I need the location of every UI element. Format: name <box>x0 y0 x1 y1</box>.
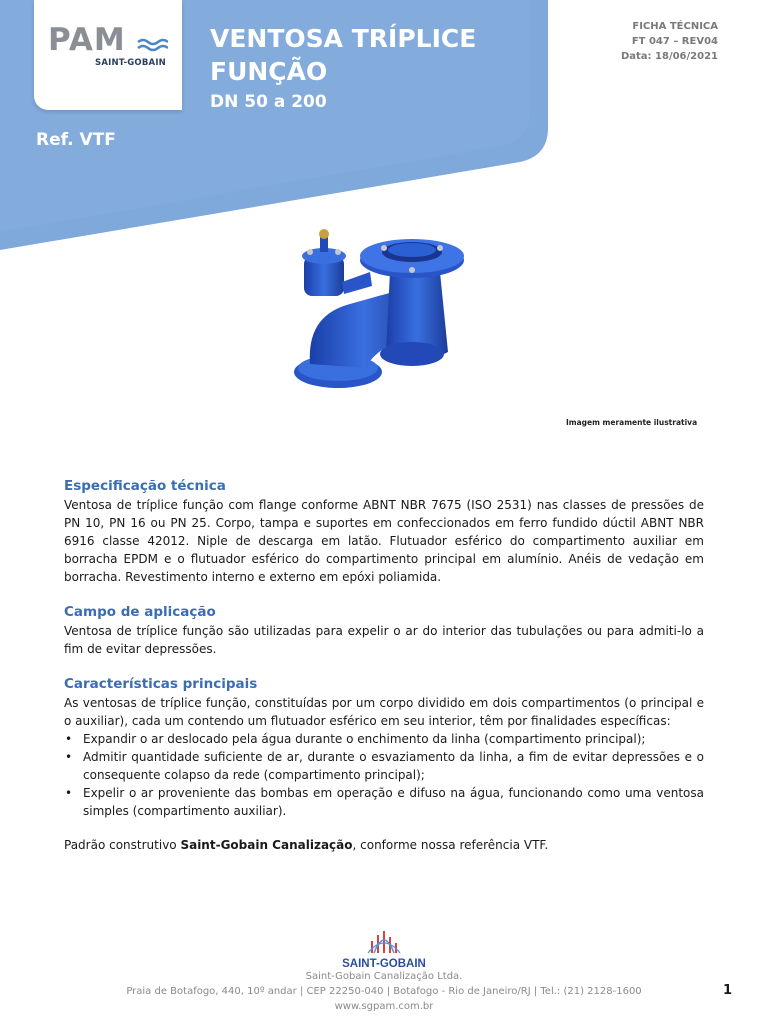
logo-subtitle: SAINT-GOBAIN <box>95 58 166 68</box>
section-text-application: Ventosa de tríplice função são utilizadas para expelir o ar do interior das tubulações ou para admiti-lo a fim de evitar depressões. <box>64 624 704 656</box>
svg-text:PAM: PAM <box>48 22 126 56</box>
doc-date: Data: 18/06/2021 <box>620 51 718 62</box>
doc-code: FT 047 – REV04 <box>631 36 718 47</box>
section-application <box>64 602 704 658</box>
section-text-features: As ventosas de tríplice função, constituídas por um corpo dividido em dois compartimentos (o principal e o auxiliar), cada um contendo um flutuador esférico em seu interior, têm por finalidades específicas: <box>64 696 704 728</box>
section-features <box>64 674 704 854</box>
section-title-features: Características principais <box>64 676 258 692</box>
features-list <box>64 730 704 820</box>
closing-statement <box>64 836 704 854</box>
section-title-application: Campo de aplicação <box>64 604 216 620</box>
section-spec <box>64 476 704 586</box>
closing-suffix: , conforme nossa referência VTF. <box>352 838 549 852</box>
footer-info <box>0 969 768 1014</box>
page-title: VENTOSA TRÍPLICE FUNÇÃO <box>210 24 477 86</box>
footer-company: Saint-Gobain Canalização Ltda. <box>305 971 463 982</box>
pam-logo <box>34 0 182 110</box>
list-item: • Admitir quantidade suficiente de ar, durante o esvaziamento da linha, a fim de evitar depressões e o consequente colapso da rede (compartimento principal); <box>64 748 704 784</box>
page-number: 1 <box>722 983 732 998</box>
air-valve-illustration <box>280 212 486 408</box>
doc-type: FICHA TÉCNICA <box>632 21 718 32</box>
saint-gobain-logo-icon <box>334 925 434 971</box>
closing-prefix: Padrão construtivo <box>64 838 181 852</box>
product-reference: Ref. VTF <box>36 130 116 150</box>
section-text-spec: Ventosa de tríplice função com flange conforme ABNT NBR 7675 (ISO 2531) nas classes de pressões de PN 10, PN 16 ou PN 25. Corpo, tampa e suportes em confeccionados em ferro fundido dúctil ABNT NBR 6916 classe 42012. Niple de descarga em latão. Flutuador esférico do compartimento auxiliar em borracha EPDM e o flutuador esférico do compartimento principal em alumínio. Anéis de vedação em borracha. Revestimento interno e externo em epóxi poliamida. <box>64 498 704 584</box>
footer-address: Praia de Botafogo, 440, 10º andar | CEP 22250-040 | Botafogo - Rio de Janeiro/RJ | Tel.: (21) 2128-1600 <box>126 986 642 997</box>
page-subtitle: DN 50 a 200 <box>210 92 327 112</box>
svg-text:SAINT-GOBAIN: SAINT-GOBAIN <box>342 958 426 970</box>
document-meta <box>621 19 718 64</box>
section-title-spec: Especificação técnica <box>64 478 226 494</box>
footer-website[interactable]: www.sgpam.com.br <box>334 1001 434 1012</box>
main-content <box>64 476 704 870</box>
list-item: • Expelir o ar proveniente das bombas em operação e difuso na água, funcionando como uma ventosa simples (compartimento auxiliar). <box>64 784 704 820</box>
closing-brand: Saint-Gobain Canalização <box>180 838 353 852</box>
image-caption: Imagem meramente ilustrativa <box>566 418 698 427</box>
list-item: • Expandir o ar deslocado pela água durante o enchimento da linha (compartimento principal); <box>64 730 704 748</box>
pam-wordmark-icon <box>48 22 168 56</box>
